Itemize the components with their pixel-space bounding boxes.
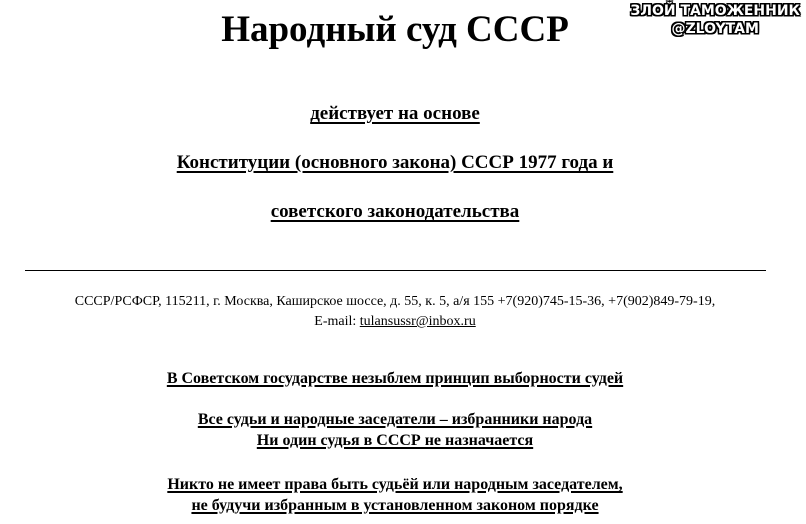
email-line — [0, 312, 790, 332]
principle-line-4: Никто не имеет права быть судьёй или народным заседателем, — [167, 476, 623, 493]
address-line: СССР/РСФСР, 115211, г. Москва, Каширское шоссе, д. 55, к. 5, а/я 155 +7(920)745-15-36, +7(902)849-79-19, — [74, 294, 716, 309]
watermark-line-2: @ZLOYTAM — [671, 21, 759, 37]
basis-line-1: действует на основе — [310, 103, 480, 124]
email-label: E-mail: — [314, 314, 357, 329]
principle-line-1: В Советском государстве незыблем принцип выборности судей — [166, 370, 624, 387]
page-title: Народный суд СССР — [221, 9, 569, 50]
email-link[interactable]: tulansussr@inbox.ru — [359, 314, 476, 329]
principle-line-3: Ни один судья в СССР не назначается — [256, 432, 534, 449]
basis-line-3: советского законодательства — [270, 201, 520, 222]
divider — [25, 270, 766, 271]
principle-line-2: Все судьи и народные заседатели – избранники народа — [197, 411, 593, 428]
principle-line-5: не будучи избранным в установленном законом порядке — [191, 497, 599, 514]
watermark-line-1: ЗЛОЙ ТАМОЖЕННИК — [630, 3, 800, 19]
contact-address — [0, 292, 790, 332]
basis-line-2: Конституции (основного закона) СССР 1977 года и — [176, 152, 614, 173]
